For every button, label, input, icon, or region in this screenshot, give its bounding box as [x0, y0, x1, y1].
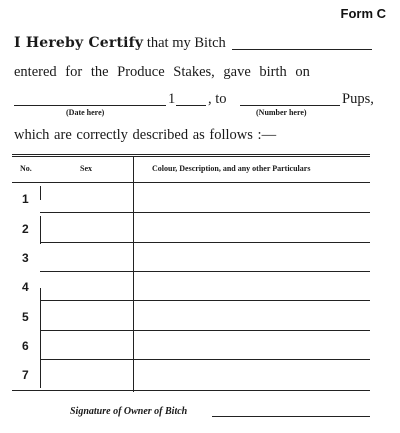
to-text: , to [208, 91, 227, 107]
produce-stakes-line: entered for the Produce Stakes, gave birth on [14, 64, 310, 80]
certify-lead: I Hereby Certify [14, 35, 144, 51]
header-no: No. [20, 164, 32, 173]
date-hint: (Date here) [66, 108, 105, 117]
pups-text: Pups, [342, 91, 374, 107]
row-number: 1 [22, 192, 29, 206]
number-field[interactable] [240, 105, 340, 106]
row-rule [40, 300, 370, 301]
number-hint: (Number here) [256, 108, 307, 117]
row-rule [40, 212, 370, 213]
year-field[interactable] [176, 105, 206, 106]
no-sex-divider [40, 186, 41, 200]
row-number: 2 [22, 222, 29, 236]
table-top-rule-2 [12, 156, 370, 157]
row-rule [40, 330, 370, 331]
no-sex-divider [40, 288, 41, 388]
row-number: 6 [22, 339, 29, 353]
signature-field[interactable] [212, 416, 370, 417]
certify-text: that my Bitch [146, 35, 226, 51]
table-bottom-rule [12, 390, 370, 391]
header-colour: Colour, Description, and any other Particulars [152, 164, 311, 173]
header-bottom-rule [12, 182, 370, 183]
bitch-name-field[interactable] [232, 49, 372, 50]
described-line: which are correctly described as follows :— [14, 127, 277, 143]
date-field[interactable] [14, 105, 166, 106]
row-number: 7 [22, 368, 29, 382]
certify-line [14, 35, 226, 52]
header-sex: Sex [80, 164, 92, 173]
form-label: Form C [340, 6, 386, 21]
year-prefix: 1 [168, 91, 176, 107]
no-sex-divider [40, 216, 41, 244]
row-number: 3 [22, 251, 29, 265]
table-top-rule [12, 154, 370, 155]
row-number: 5 [22, 310, 29, 324]
row-number: 4 [22, 280, 29, 294]
row-rule [40, 271, 370, 272]
signature-label: Signature of Owner of Bitch [70, 406, 188, 417]
row-rule [40, 359, 370, 360]
row-rule [40, 242, 370, 243]
sex-colour-divider [133, 156, 134, 392]
